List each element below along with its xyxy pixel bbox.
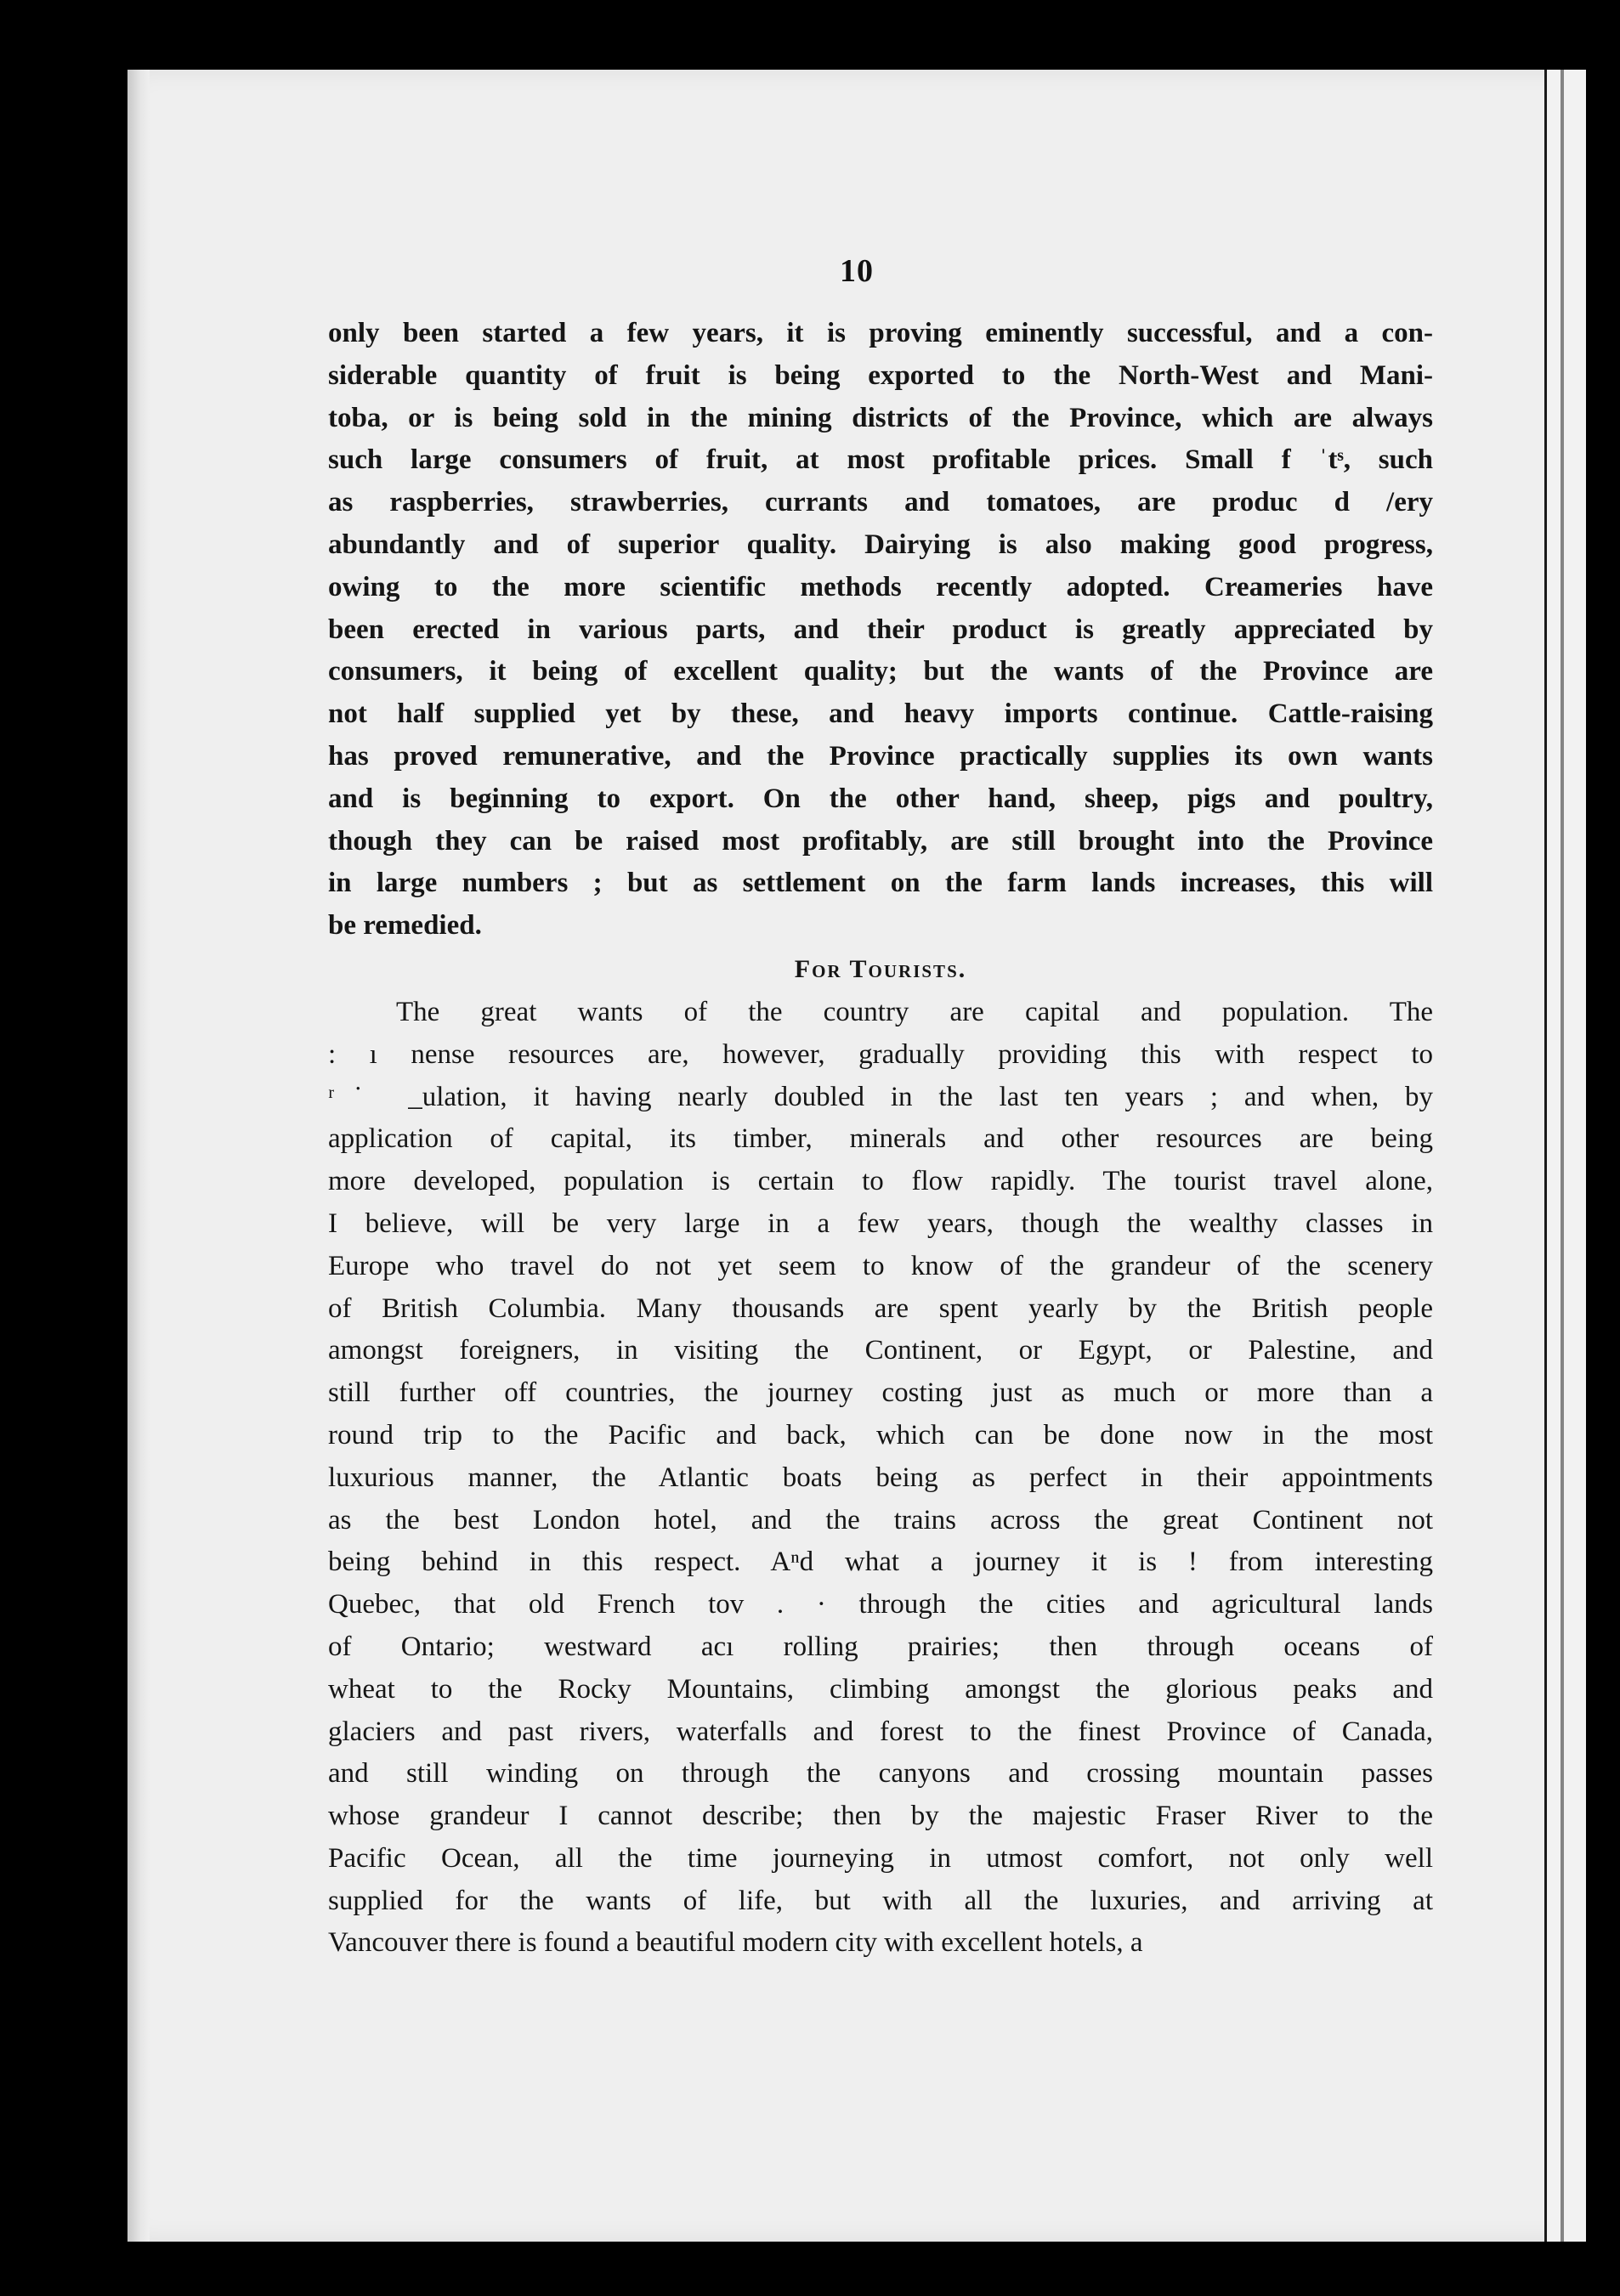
text-line: amongst foreigners, in visiting the Continent, or Egypt, or Palestine, and [328,1335,1433,1366]
text-line: more developed, population is certain to flow rapidly. The tourist travel alone, [328,1166,1433,1197]
text-line: as raspberries, strawberries, currants and tomatoes, are produc d /ery [328,487,1433,518]
text-line: been erected in various parts, and their product is greatly appreciated by [328,614,1433,645]
text-line: such large consumers of fruit, at most profitable prices. Small f ˈtˢ, such [328,444,1433,476]
text-line: wheat to the Rocky Mountains, climbing amongst the glorious peaks and [328,1673,1433,1705]
text-line: Vancouver there is found a beautiful modern city with excellent hotels, a [328,1927,1143,1959]
text-line: be remedied. [328,910,482,942]
section-heading: For Tourists. [794,954,967,983]
text-line: as the best London hotel, and the trains across the great Continent not [328,1504,1433,1535]
text-line: glaciers and past rivers, waterfalls and forest to the finest Province of Canada, [328,1716,1433,1747]
text-line: only been started a few years, it is proving eminently successful, and a con- [328,318,1433,348]
text-line: of British Columbia. Many thousands are spent yearly by the British people [328,1292,1433,1324]
text-line: : ı nense resources are, however, gradually providing this with respect to [328,1038,1433,1070]
text-line: being behind in this respect. Aⁿd what a journey it is ! from interesting [328,1547,1433,1578]
text-line: not half supplied yet by these, and heavy imports continue. Cattle-raising [328,698,1433,730]
text-line: round trip to the Pacific and back, which can be done now in the most [328,1419,1433,1451]
text-line: in large numbers ; but as settlement on the farm lands increases, this will [328,868,1433,899]
text-line: owing to the more scientific methods recently adopted. Creameries have [328,571,1433,602]
text-line: and still winding on through the canyons and crossing mountain passes [328,1758,1433,1790]
page-number: 10 [840,253,874,289]
text-line: and is beginning to export. On the other hand, sheep, pigs and poultry, [328,783,1433,814]
text-line: The great wants of the country are capital and population. The [396,996,1433,1027]
text-line: luxurious manner, the Atlantic boats being as perfect in their appointments [328,1462,1433,1493]
text-line: consumers, it being of excellent quality; but the wants of the Province are [328,656,1433,687]
text-line: application of capital, its timber, minerals and other resources are being [328,1123,1433,1155]
text-line: toba, or is being sold in the mining districts of the Province, which are always [328,402,1433,433]
text-line: siderable quantity of fruit is being exported to the North-West and Mani- [328,359,1433,391]
text-line: has proved remunerative, and the Province practically supplies its own wants [328,740,1433,772]
paragraph-agriculture [328,313,1433,947]
text-line: whose grandeur I cannot describe; then by the majestic Fraser River to the [328,1801,1433,1832]
text-line: Pacific Ocean, all the time journeying in utmost comfort, not only well [328,1842,1433,1874]
text-line: supplied for the wants of life, but with all the luxuries, and arriving at [328,1885,1433,1916]
text-line: still further off countries, the journey costing just as much or more than a [328,1377,1433,1409]
paragraph-tourists [328,992,1433,1965]
book-page [127,70,1586,2242]
page-binding-edge [127,70,150,2242]
text-line: Europe who travel do not yet seem to know of the grandeur of the scenery [328,1250,1433,1281]
facing-page-rule [1561,70,1564,2242]
text-line: though they can be raised most profitably, are still brought into the Province [328,825,1433,857]
text-line: of Ontario; westward acı rolling prairies; then through oceans of [328,1631,1433,1662]
text-line: ʳ˙ _ulation, it having nearly doubled in the last ten years ; and when, by [328,1081,1433,1112]
text-line: I believe, will be very large in a few years, though the wealthy classes in [328,1207,1433,1239]
facing-page-edge [1544,70,1586,2242]
text-line: abundantly and of superior quality. Dairying is also making good progress, [328,529,1433,560]
body-text [328,313,1433,1965]
text-line: Quebec, that old French tov . · through the cities and agricultural lands [328,1589,1433,1620]
